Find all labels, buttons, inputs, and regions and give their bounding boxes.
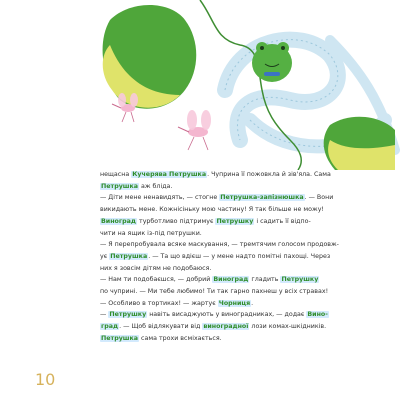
text-segment: нещасна (100, 171, 132, 178)
text-line (100, 274, 336, 286)
grape-leaf-icon (103, 5, 197, 109)
grape-leaf-icon (324, 117, 395, 170)
page-number: 10 (35, 370, 56, 389)
mosquito-icon (112, 93, 138, 122)
text-segment: аж бліда. (139, 182, 173, 190)
character-name-highlight: Петрушку (216, 217, 254, 225)
mosquito-icon (178, 110, 211, 150)
text-line (100, 192, 336, 204)
text-line (100, 181, 336, 193)
text-line (100, 169, 336, 181)
text-segment: чити на ящик із-під петрушки. (100, 229, 202, 237)
text-segment: . — Та що вдієш — у мене надто помітні пахощі. Через (148, 252, 331, 260)
text-line (100, 333, 336, 345)
text-segment: і садить її відпо- (254, 217, 311, 225)
text-segment: — (100, 311, 109, 319)
frog-character-icon (252, 42, 292, 82)
text-line (100, 263, 336, 275)
text-segment: сама трохи всміхається. (139, 334, 222, 342)
text-line (100, 286, 336, 298)
text-segment: турботливо підтримує (137, 217, 216, 225)
story-illustration (0, 0, 400, 170)
text-line (100, 239, 339, 251)
text-segment: по чуприні. — Ми тебе любимо! Ти так гарно пахнеш у всіх стравах! (100, 288, 329, 296)
character-name-highlight: град (101, 323, 119, 331)
text-segment: — Нам ти подобаєшся, — добрий (100, 276, 213, 284)
character-name-highlight: Петрушку (281, 276, 319, 284)
text-segment: . — Вони (304, 194, 334, 202)
character-name-highlight: Виноград (213, 276, 249, 284)
text-line (100, 228, 336, 240)
text-segment: . Чуприна її пожовкла й зів'яла. Сама (207, 171, 331, 178)
text-line (100, 321, 336, 333)
text-segment: гладить (249, 276, 281, 284)
character-name-highlight: Петрушку (109, 311, 147, 319)
character-name-highlight: Кучерява Петрушка (132, 171, 207, 178)
text-line (100, 298, 336, 310)
text-segment: викидають мене. Кожнісіньку мою частину! Я так більше не можу! (100, 206, 324, 214)
character-name-highlight: Чорниця (218, 299, 251, 307)
character-name-highlight: Петрушка (101, 334, 139, 342)
text-segment: . (251, 299, 254, 307)
character-name-highlight: виноградної (203, 323, 249, 331)
story-text (100, 169, 339, 345)
character-name-highlight: Петрушка (110, 252, 148, 260)
text-line (100, 204, 336, 216)
character-name-highlight: Петрушка-запізнюшка (220, 194, 304, 202)
text-line (100, 216, 336, 228)
text-segment: — Я перепробувала всяке маскування, — тремтячим голосом продовж- (100, 241, 339, 249)
text-segment: них я зовсім дітям не подобаюся. (100, 264, 212, 272)
text-segment: ує (100, 252, 110, 260)
text-segment: . — Щоб відлякувати від (119, 323, 203, 331)
character-name-highlight: Виноград (101, 217, 137, 225)
text-segment: лози комах-шкідників. (249, 323, 327, 331)
text-segment: — Діти мене ненавидять, — стогне (100, 194, 220, 202)
character-name-highlight: Вино- (307, 311, 328, 319)
text-line (100, 251, 336, 263)
text-segment: навіть висаджують у виноградниках, — додає (147, 311, 307, 319)
text-line (100, 309, 336, 321)
character-name-highlight: Петрушка (101, 182, 139, 190)
text-segment: — Особливо в тортиках! — жартує (100, 299, 218, 307)
